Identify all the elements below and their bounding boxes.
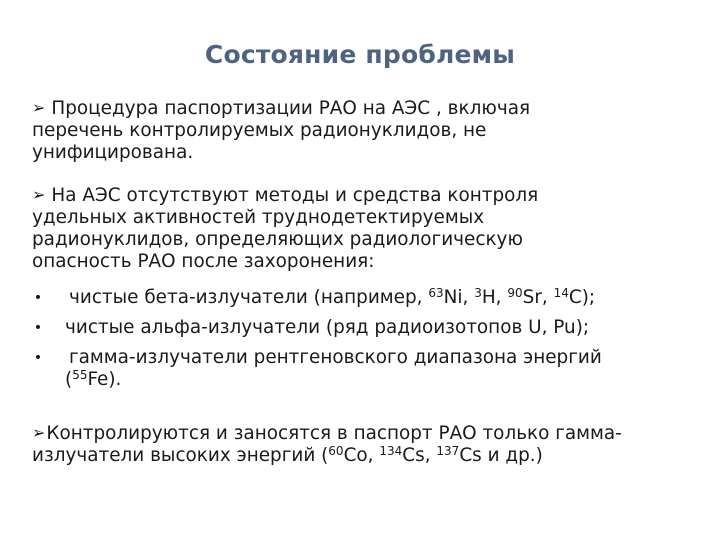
bullet-dot-icon: • — [33, 320, 43, 336]
paragraph-line: ➢ Процедура паспортизации РАО на АЭС , включая — [32, 98, 531, 119]
paragraph-methods — [32, 184, 700, 273]
list-item-gamma: • гамма-излучатели рентгеновского диапазона энергий ($^{55}$Fe). — [32, 347, 700, 391]
list-item-beta: • чистые бета-излучатели (например, $^{63}$Ni, $^3$H, $^{90}$Sr, $^{14}$C); — [33, 286, 596, 308]
paragraph-control — [32, 422, 700, 467]
arrow-bullet-icon: ➢ — [32, 423, 46, 442]
paragraph-line: опасность РАО после захоронения: — [32, 251, 375, 272]
paragraph-line: радионуклидов, определяющих радиологическую — [32, 229, 523, 250]
paragraph-line: ➢Контролируются и заносятся в паспорт РАО только гамма- — [32, 423, 622, 444]
slide-title: Состояние проблемы — [204, 40, 516, 69]
bullet-dot-icon: • — [33, 290, 43, 306]
paragraph-line: излучатели высоких энергий ($^{60}$Co, $^{134}$Cs, $^{137}$Cs и др.) — [32, 444, 543, 466]
emitter-list — [32, 287, 700, 391]
arrow-bullet-icon: ➢ — [32, 185, 46, 204]
paragraph-line: унифицирована. — [32, 142, 194, 163]
arrow-bullet-icon: ➢ — [32, 98, 46, 117]
paragraph-line: удельных активностей труднодетектируемых — [32, 207, 485, 228]
paragraph-line: ➢ На АЭС отсутствуют методы и средства контроля — [32, 185, 539, 206]
paragraph-line: перечень контролируемых радионуклидов, не — [32, 120, 487, 141]
list-item-alpha: • чистые альфа-излучатели (ряд радиоизотопов U, Pu); — [33, 317, 590, 338]
bullet-dot-icon: • — [33, 350, 43, 366]
paragraph-procedure — [32, 97, 700, 164]
list-item-line: ($^{55}$Fe). — [65, 368, 122, 390]
